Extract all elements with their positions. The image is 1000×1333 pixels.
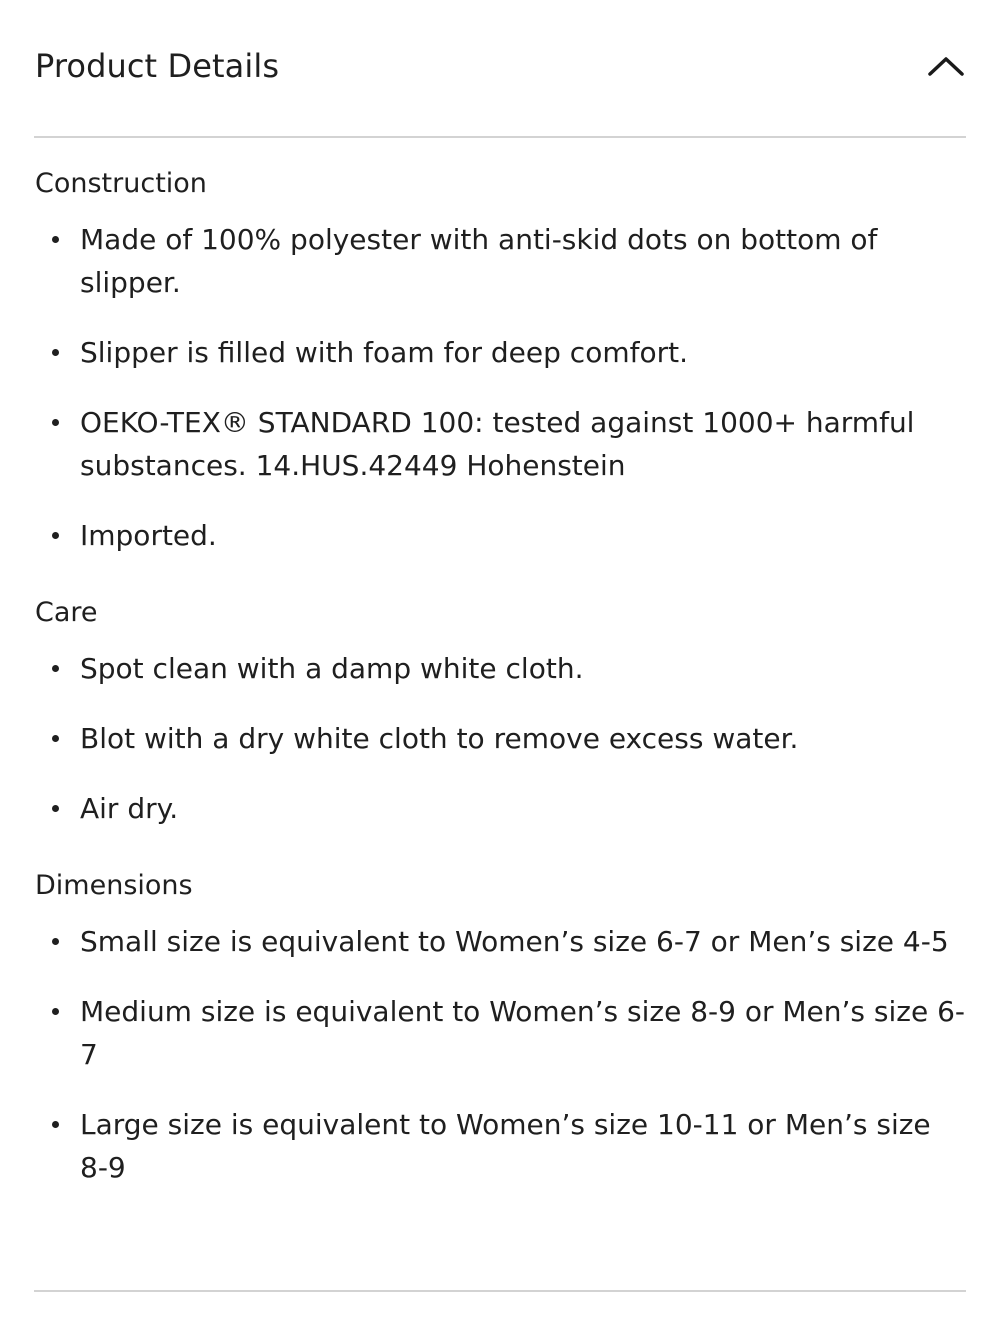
product-details-accordion-header[interactable] (35, 36, 966, 96)
list-item: Air dry. (35, 787, 966, 830)
divider-top (34, 136, 966, 138)
list-item: Made of 100% polyester with anti-skid dots on bottom of slipper. (35, 218, 966, 304)
list-item: Small size is equivalent to Women’s size 6-7 or Men’s size 4-5 (35, 920, 966, 963)
section-title: Care (35, 597, 98, 628)
section-dimensions (35, 864, 966, 1189)
accordion-content (35, 162, 966, 1216)
list-item: Spot clean with a damp white cloth. (35, 647, 966, 690)
list-item: OEKO-TEX® STANDARD 100: tested against 1000+ harmful substances. 14.HUS.42449 Hohenstein (35, 401, 966, 487)
section-construction (35, 162, 966, 557)
divider-bottom (34, 1290, 966, 1292)
bullet-list (35, 920, 966, 1189)
list-item: Medium size is equivalent to Women’s size 8-9 or Men’s size 6-7 (35, 990, 966, 1076)
section-title: Dimensions (35, 870, 193, 901)
section-care (35, 591, 966, 830)
accordion-title: Product Details (35, 47, 280, 85)
list-item: Blot with a dry white cloth to remove excess water. (35, 717, 966, 760)
chevron-up-icon[interactable] (926, 51, 966, 81)
bullet-list (35, 647, 966, 830)
list-item: Slipper is filled with foam for deep comfort. (35, 331, 966, 374)
list-item: Imported. (35, 514, 966, 557)
bullet-list (35, 218, 966, 557)
list-item: Large size is equivalent to Women’s size 10-11 or Men’s size 8-9 (35, 1103, 966, 1189)
section-title: Construction (35, 168, 207, 199)
